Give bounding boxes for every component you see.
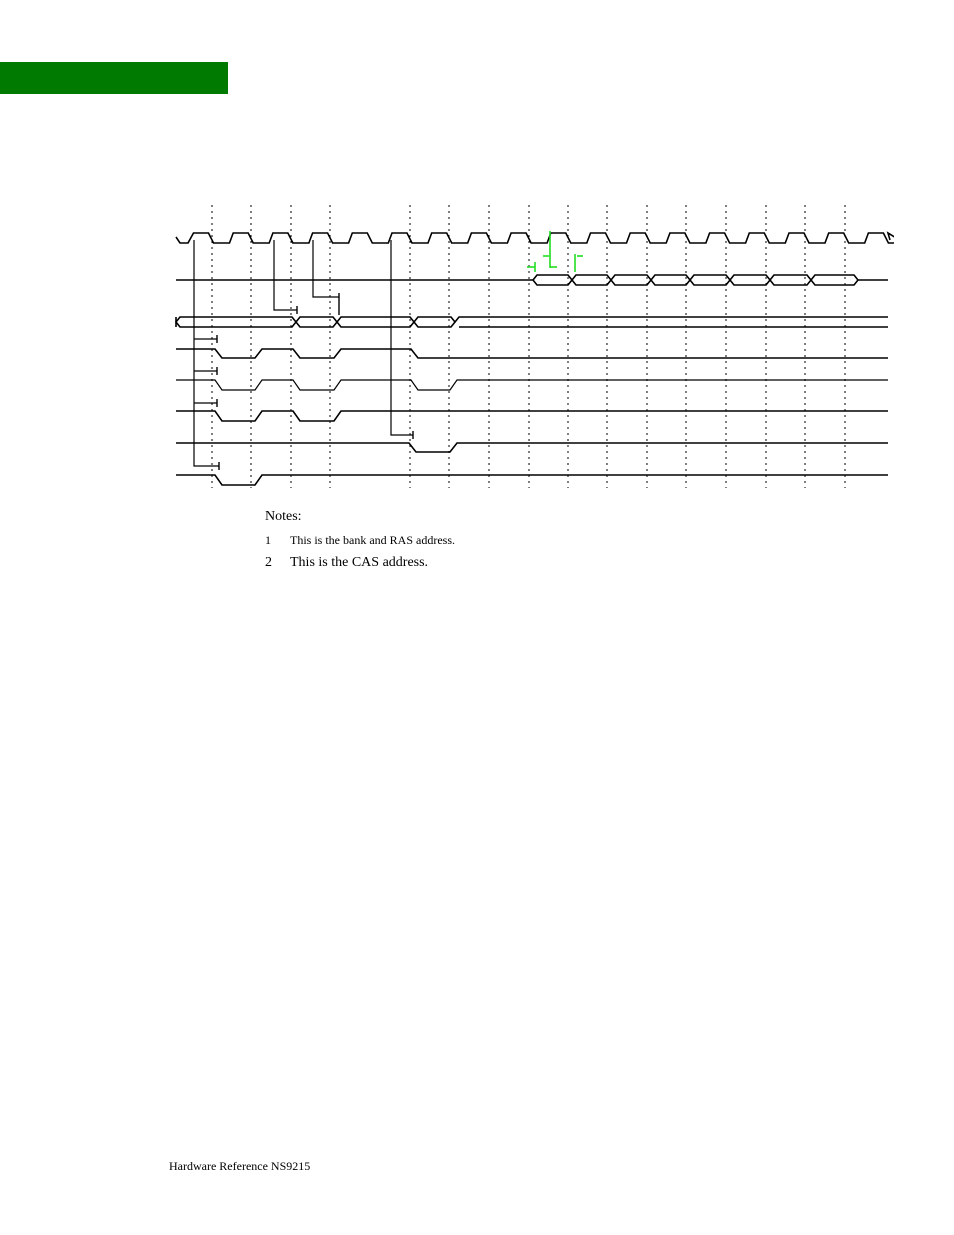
note-number: 1: [265, 533, 271, 547]
ras-signal: [176, 349, 888, 358]
clock-waveform: [176, 233, 894, 243]
hold-timing-markers: [527, 231, 583, 272]
chapter-header-bar: [0, 62, 228, 94]
note-text: This is the bank and RAS address.: [290, 533, 455, 547]
page-footer: Hardware Reference NS9215: [169, 1159, 311, 1173]
we-signal: [176, 411, 888, 421]
data-bus-word: [690, 275, 730, 285]
timing-arrows: [194, 240, 413, 470]
clock-signal: [176, 233, 894, 243]
timing-arrow: [313, 240, 339, 297]
dqm-signal: [176, 443, 888, 452]
timing-arrow: [274, 240, 297, 310]
data-bus-word: [572, 275, 611, 285]
signal-waveforms: [176, 275, 888, 485]
address-bus-value: [296, 317, 337, 327]
address-bus-value: [337, 317, 414, 327]
data-bus-word: [811, 275, 858, 285]
timing-diagram: [170, 198, 894, 493]
data-bus-word: [730, 275, 770, 285]
clock-gridlines: [212, 205, 845, 488]
note-number: 2: [265, 555, 272, 570]
timing-arrow: [194, 240, 219, 466]
note-text: This is the CAS address.: [290, 555, 429, 570]
data-bus-word: [533, 275, 572, 285]
notes-heading: Notes:: [265, 509, 302, 524]
data-bus-word: [651, 275, 690, 285]
address-bus-tail: [455, 317, 888, 327]
cas-signal: [176, 380, 888, 390]
cke-signal: [176, 475, 888, 485]
data-bus-word: [611, 275, 651, 285]
